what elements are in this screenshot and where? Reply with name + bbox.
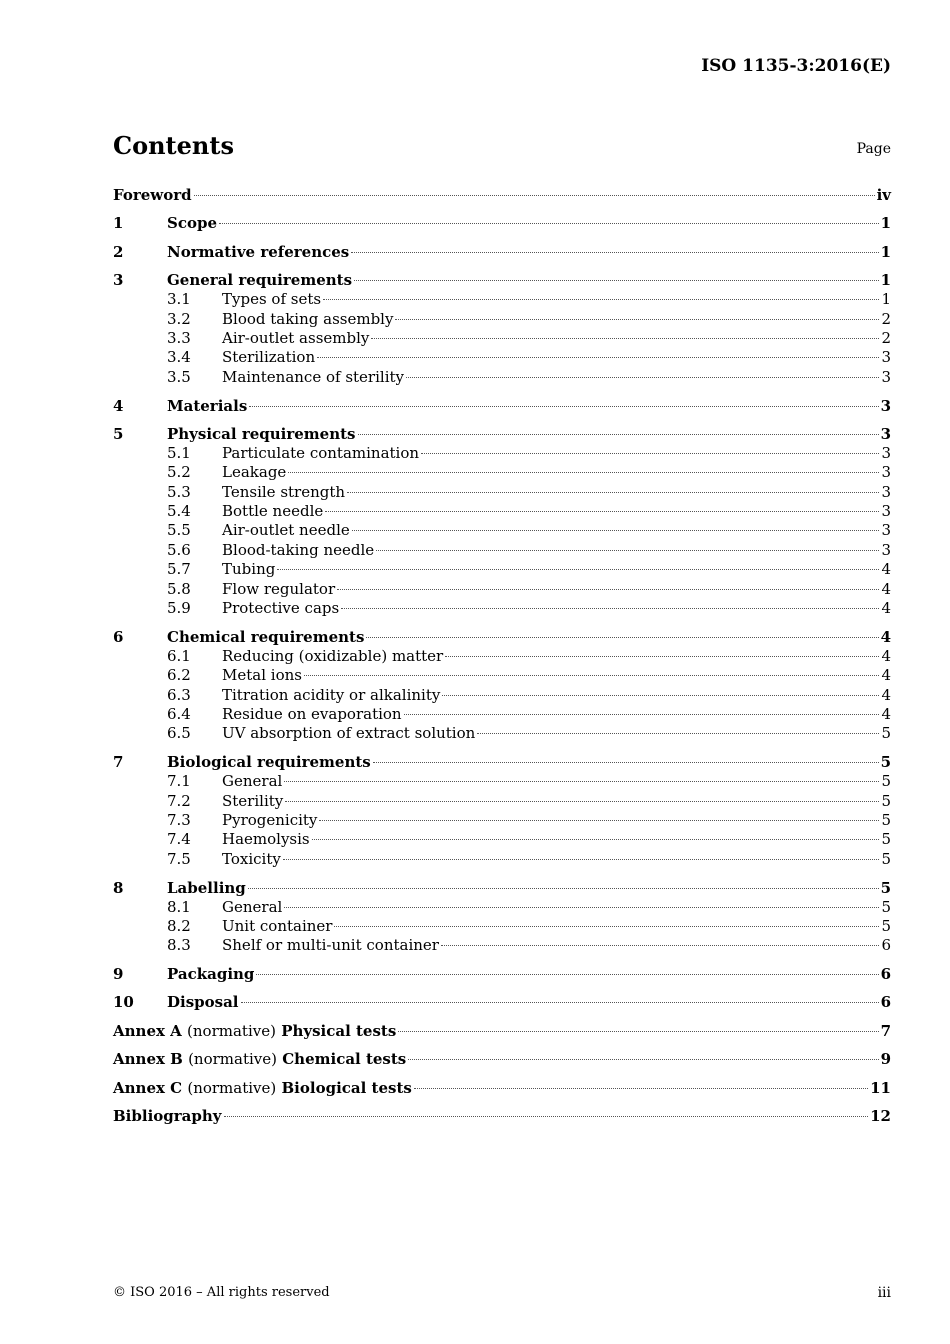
toc-entry-number: 7.3 bbox=[167, 810, 191, 829]
toc-entry[interactable] bbox=[113, 964, 891, 984]
toc-entry-number: 6.4 bbox=[167, 704, 191, 723]
toc-entry-page: 5 bbox=[881, 897, 891, 916]
toc-entry-page: 1 bbox=[881, 290, 891, 309]
toc-entry-number: 3.4 bbox=[167, 348, 191, 367]
toc-entry-page: 4 bbox=[880, 627, 891, 646]
toc-entry-number: 7 bbox=[113, 753, 124, 772]
toc-entry-page: 7 bbox=[880, 1021, 891, 1040]
dot-leader bbox=[347, 492, 879, 493]
toc-entry-page: 5 bbox=[881, 772, 891, 791]
dot-leader bbox=[241, 1002, 879, 1003]
dot-leader bbox=[352, 530, 880, 531]
toc-entry-number: 6.2 bbox=[167, 666, 191, 685]
toc-entry[interactable] bbox=[113, 185, 891, 205]
toc-entry-page: iv bbox=[876, 186, 891, 204]
table-of-contents bbox=[113, 185, 891, 1126]
toc-entry-title: Bottle needle bbox=[222, 502, 324, 521]
toc-entry-page: 3 bbox=[881, 367, 891, 386]
toc-entry[interactable] bbox=[113, 1021, 891, 1041]
toc-entry-title: Blood taking assembly bbox=[222, 309, 394, 328]
toc-entry-title: Particulate contamination bbox=[222, 443, 420, 462]
dot-leader bbox=[304, 675, 879, 676]
toc-entry-title: Tubing bbox=[222, 560, 276, 579]
toc-entry[interactable] bbox=[113, 1106, 891, 1126]
toc-entry[interactable] bbox=[113, 811, 891, 830]
toc-entry[interactable] bbox=[113, 772, 891, 791]
toc-entry-number: 1 bbox=[113, 214, 124, 233]
toc-entry[interactable] bbox=[113, 270, 891, 290]
toc-entry-title: Disposal bbox=[167, 993, 239, 1012]
toc-entry[interactable] bbox=[113, 830, 891, 849]
toc-entry-page: 6 bbox=[880, 965, 891, 984]
dot-leader bbox=[341, 608, 879, 609]
toc-entry[interactable] bbox=[113, 992, 891, 1012]
toc-entry-title: Tensile strength bbox=[222, 482, 346, 501]
toc-entry-number: 5.9 bbox=[167, 599, 191, 618]
page-title: Contents bbox=[113, 131, 234, 160]
toc-entry[interactable] bbox=[113, 424, 891, 444]
toc-entry-title: Normative references bbox=[167, 242, 350, 261]
toc-entry-title: Bibliography bbox=[113, 1107, 222, 1126]
toc-entry[interactable] bbox=[113, 724, 891, 743]
toc-entry-title: Types of sets bbox=[222, 290, 322, 309]
toc-entry[interactable] bbox=[113, 213, 891, 233]
toc-entry-page: 1 bbox=[880, 271, 891, 290]
toc-entry-page: 3 bbox=[881, 443, 891, 462]
toc-entry[interactable] bbox=[113, 483, 891, 502]
toc-entry[interactable] bbox=[113, 541, 891, 560]
toc-entry[interactable] bbox=[113, 792, 891, 811]
toc-entry[interactable] bbox=[113, 329, 891, 348]
toc-entry-number: 3.1 bbox=[167, 290, 191, 309]
toc-entry-number: 8.1 bbox=[167, 897, 191, 916]
dot-leader bbox=[421, 453, 879, 454]
toc-entry-page: 4 bbox=[881, 704, 891, 723]
toc-entry-page: 5 bbox=[880, 878, 891, 897]
dot-leader bbox=[408, 1059, 878, 1060]
toc-entry-page: 5 bbox=[881, 916, 891, 935]
toc-entry-title: Biological requirements bbox=[167, 753, 371, 772]
toc-entry-number: 10 bbox=[113, 993, 134, 1012]
toc-entry[interactable] bbox=[113, 666, 891, 685]
toc-annex-label: Annex B bbox=[113, 1050, 183, 1069]
dot-leader bbox=[358, 434, 879, 435]
dot-leader bbox=[317, 357, 879, 358]
dot-leader bbox=[319, 820, 879, 821]
toc-entry-title: Packaging bbox=[167, 965, 255, 984]
toc-entry[interactable] bbox=[113, 463, 891, 482]
toc-entry-page: 4 bbox=[881, 666, 891, 685]
toc-entry-number: 6.3 bbox=[167, 685, 191, 704]
dot-leader bbox=[351, 252, 878, 253]
toc-entry[interactable] bbox=[113, 560, 891, 579]
toc-entry-number: 7.5 bbox=[167, 849, 191, 868]
toc-entry-number: 5.2 bbox=[167, 463, 191, 482]
dot-leader bbox=[334, 926, 879, 927]
toc-entry[interactable] bbox=[113, 752, 891, 772]
dot-leader bbox=[277, 569, 879, 570]
dot-leader bbox=[354, 280, 879, 281]
toc-entry-title: Pyrogenicity bbox=[222, 810, 318, 829]
toc-entry-title: Air-outlet assembly bbox=[222, 328, 370, 347]
toc-entry[interactable] bbox=[113, 310, 891, 329]
toc-entry-page: 3 bbox=[881, 540, 891, 559]
toc-entry-number: 5.8 bbox=[167, 579, 191, 598]
toc-entry-title: Chemical requirements bbox=[167, 627, 365, 646]
toc-entry-number: 4 bbox=[113, 396, 124, 415]
toc-entry-number: 7.4 bbox=[167, 830, 191, 849]
dot-leader bbox=[312, 839, 880, 840]
toc-entry-page: 2 bbox=[881, 328, 891, 347]
dot-leader bbox=[404, 714, 880, 715]
toc-entry-title: Sterilization bbox=[222, 348, 316, 367]
toc-entry-title: UV absorption of extract solution bbox=[222, 724, 476, 743]
toc-annex-label: Annex A bbox=[113, 1021, 182, 1040]
dot-leader bbox=[219, 223, 879, 224]
toc-entry[interactable] bbox=[113, 1078, 891, 1098]
toc-entry[interactable] bbox=[113, 348, 891, 367]
toc-entry[interactable] bbox=[113, 878, 891, 898]
toc-entry-number: 3.5 bbox=[167, 367, 191, 386]
document-id: ISO 1135-3:2016(E) bbox=[701, 56, 891, 76]
toc-entry[interactable] bbox=[113, 647, 891, 666]
toc-entry-number: 5.3 bbox=[167, 482, 191, 501]
toc-entry-title: Residue on evaporation bbox=[222, 704, 402, 723]
toc-entry-page: 9 bbox=[880, 1050, 891, 1069]
toc-annex-type: (normative) bbox=[188, 1050, 277, 1069]
toc-entry-page: 4 bbox=[881, 560, 891, 579]
dot-leader bbox=[376, 550, 879, 551]
toc-entry-title: Haemolysis bbox=[222, 830, 310, 849]
toc-annex-type: (normative) bbox=[187, 1021, 276, 1040]
dot-leader bbox=[284, 907, 879, 908]
toc-entry-page: 3 bbox=[881, 482, 891, 501]
toc-entry[interactable] bbox=[113, 502, 891, 521]
toc-entry-number: 8.2 bbox=[167, 916, 191, 935]
toc-entry-page: 1 bbox=[880, 214, 891, 233]
dot-leader bbox=[477, 733, 879, 734]
toc-entry-title: Reducing (oxidizable) matter bbox=[222, 646, 444, 665]
toc-entry-title: Materials bbox=[167, 396, 248, 415]
toc-entry-number: 6 bbox=[113, 627, 124, 646]
toc-entry-number: 5 bbox=[113, 424, 124, 443]
toc-entry-page: 3 bbox=[881, 463, 891, 482]
toc-entry-page: 5 bbox=[881, 830, 891, 849]
toc-entry-page: 5 bbox=[881, 810, 891, 829]
toc-entry-page: 3 bbox=[880, 396, 891, 415]
toc-entry-page: 3 bbox=[881, 502, 891, 521]
toc-entry-page: 6 bbox=[881, 936, 891, 955]
toc-entry-title: Scope bbox=[167, 214, 218, 233]
toc-entry[interactable] bbox=[113, 1049, 891, 1069]
toc-entry[interactable] bbox=[113, 521, 891, 540]
toc-entry-title: General requirements bbox=[167, 271, 353, 290]
toc-entry-title: Chemical tests bbox=[282, 1050, 407, 1069]
toc-entry[interactable] bbox=[113, 368, 891, 387]
toc-entry-title: Maintenance of sterility bbox=[222, 367, 404, 386]
page-column-label: Page bbox=[856, 141, 891, 157]
toc-entry-number: 5.1 bbox=[167, 443, 191, 462]
toc-entry-page: 5 bbox=[881, 849, 891, 868]
toc-entry-number: 5.7 bbox=[167, 560, 191, 579]
dot-leader bbox=[323, 299, 879, 300]
toc-entry-number: 5.6 bbox=[167, 540, 191, 559]
toc-entry-number: 6.1 bbox=[167, 646, 191, 665]
toc-entry-title: Sterility bbox=[222, 791, 284, 810]
dot-leader bbox=[366, 637, 878, 638]
toc-entry-page: 1 bbox=[880, 242, 891, 261]
toc-entry-page: 6 bbox=[880, 993, 891, 1012]
toc-entry-number: 5.5 bbox=[167, 521, 191, 540]
toc-entry-title: General bbox=[222, 897, 283, 916]
toc-entry-title: Physical requirements bbox=[167, 424, 356, 443]
toc-entry[interactable] bbox=[113, 444, 891, 463]
dot-leader bbox=[414, 1088, 868, 1089]
toc-entry-number: 6.5 bbox=[167, 724, 191, 743]
dot-leader bbox=[288, 472, 879, 473]
toc-entry-title: Physical tests bbox=[281, 1021, 397, 1040]
toc-entry-number: 3.2 bbox=[167, 309, 191, 328]
toc-entry-number: 2 bbox=[113, 242, 124, 261]
toc-entry-number: 8.3 bbox=[167, 936, 191, 955]
dot-leader bbox=[337, 589, 879, 590]
toc-annex-type: (normative) bbox=[187, 1078, 277, 1097]
toc-entry[interactable] bbox=[113, 290, 891, 309]
dot-leader bbox=[284, 781, 879, 782]
toc-entry-title: Blood-taking needle bbox=[222, 540, 375, 559]
dot-leader bbox=[256, 974, 878, 975]
toc-entry-page: 3 bbox=[880, 424, 891, 443]
toc-entry-number: 3.3 bbox=[167, 328, 191, 347]
toc-entry-page: 2 bbox=[881, 309, 891, 328]
copyright-notice: © ISO 2016 – All rights reserved bbox=[113, 1285, 330, 1300]
dot-leader bbox=[224, 1116, 869, 1117]
toc-entry-page: 5 bbox=[880, 753, 891, 772]
dot-leader bbox=[194, 195, 875, 196]
dot-leader bbox=[249, 406, 878, 407]
toc-entry-page: 12 bbox=[870, 1107, 891, 1126]
toc-entry-number: 9 bbox=[113, 965, 124, 984]
toc-entry-number: 7.1 bbox=[167, 772, 191, 791]
toc-entry-title: Flow regulator bbox=[222, 579, 336, 598]
toc-entry-title: Shelf or multi-unit container bbox=[222, 936, 439, 955]
dot-leader bbox=[325, 511, 879, 512]
toc-entry-page: 4 bbox=[881, 599, 891, 618]
toc-annex-label: Annex C bbox=[113, 1078, 183, 1097]
toc-entry-title: General bbox=[222, 772, 283, 791]
dot-leader bbox=[395, 319, 879, 320]
toc-entry-number: 5.4 bbox=[167, 502, 191, 521]
dot-leader bbox=[441, 945, 879, 946]
toc-entry-page: 4 bbox=[881, 646, 891, 665]
toc-entry[interactable] bbox=[113, 686, 891, 705]
toc-entry[interactable] bbox=[113, 705, 891, 724]
toc-entry[interactable] bbox=[113, 242, 891, 262]
toc-entry-page: 3 bbox=[881, 521, 891, 540]
dot-leader bbox=[283, 859, 880, 860]
toc-entry-page: 5 bbox=[881, 791, 891, 810]
toc-entry-title: Labelling bbox=[167, 878, 246, 897]
toc-entry-page: 4 bbox=[881, 579, 891, 598]
toc-entry-title: Biological tests bbox=[281, 1078, 412, 1097]
dot-leader bbox=[398, 1031, 878, 1032]
toc-entry[interactable] bbox=[113, 898, 891, 917]
toc-entry[interactable] bbox=[113, 580, 891, 599]
page-number: iii bbox=[877, 1285, 891, 1301]
toc-entry-page: 4 bbox=[881, 685, 891, 704]
toc-entry-title: Metal ions bbox=[222, 666, 302, 685]
toc-entry[interactable] bbox=[113, 627, 891, 647]
dot-leader bbox=[371, 338, 879, 339]
toc-entry-number: 7.2 bbox=[167, 791, 191, 810]
toc-entry-title: Air-outlet needle bbox=[222, 521, 350, 540]
toc-entry-title: Protective caps bbox=[222, 599, 340, 618]
toc-entry-title: Titration acidity or alkalinity bbox=[222, 685, 441, 704]
toc-entry[interactable] bbox=[113, 850, 891, 869]
toc-entry-title: Foreword bbox=[113, 186, 192, 204]
toc-entry-title: Unit container bbox=[222, 916, 333, 935]
toc-entry-page: 3 bbox=[881, 348, 891, 367]
toc-entry[interactable] bbox=[113, 599, 891, 618]
toc-entry[interactable] bbox=[113, 936, 891, 955]
toc-entry-page: 5 bbox=[881, 724, 891, 743]
toc-entry[interactable] bbox=[113, 396, 891, 416]
dot-leader bbox=[285, 801, 879, 802]
dot-leader bbox=[442, 695, 879, 696]
dot-leader bbox=[406, 377, 879, 378]
toc-entry-title: Toxicity bbox=[222, 849, 281, 868]
toc-entry-number: 8 bbox=[113, 878, 124, 897]
dot-leader bbox=[248, 888, 879, 889]
toc-entry-number: 3 bbox=[113, 271, 124, 290]
toc-entry-page: 11 bbox=[870, 1078, 891, 1097]
dot-leader bbox=[373, 762, 879, 763]
dot-leader bbox=[445, 656, 879, 657]
toc-entry-title: Leakage bbox=[222, 463, 287, 482]
toc-entry[interactable] bbox=[113, 917, 891, 936]
